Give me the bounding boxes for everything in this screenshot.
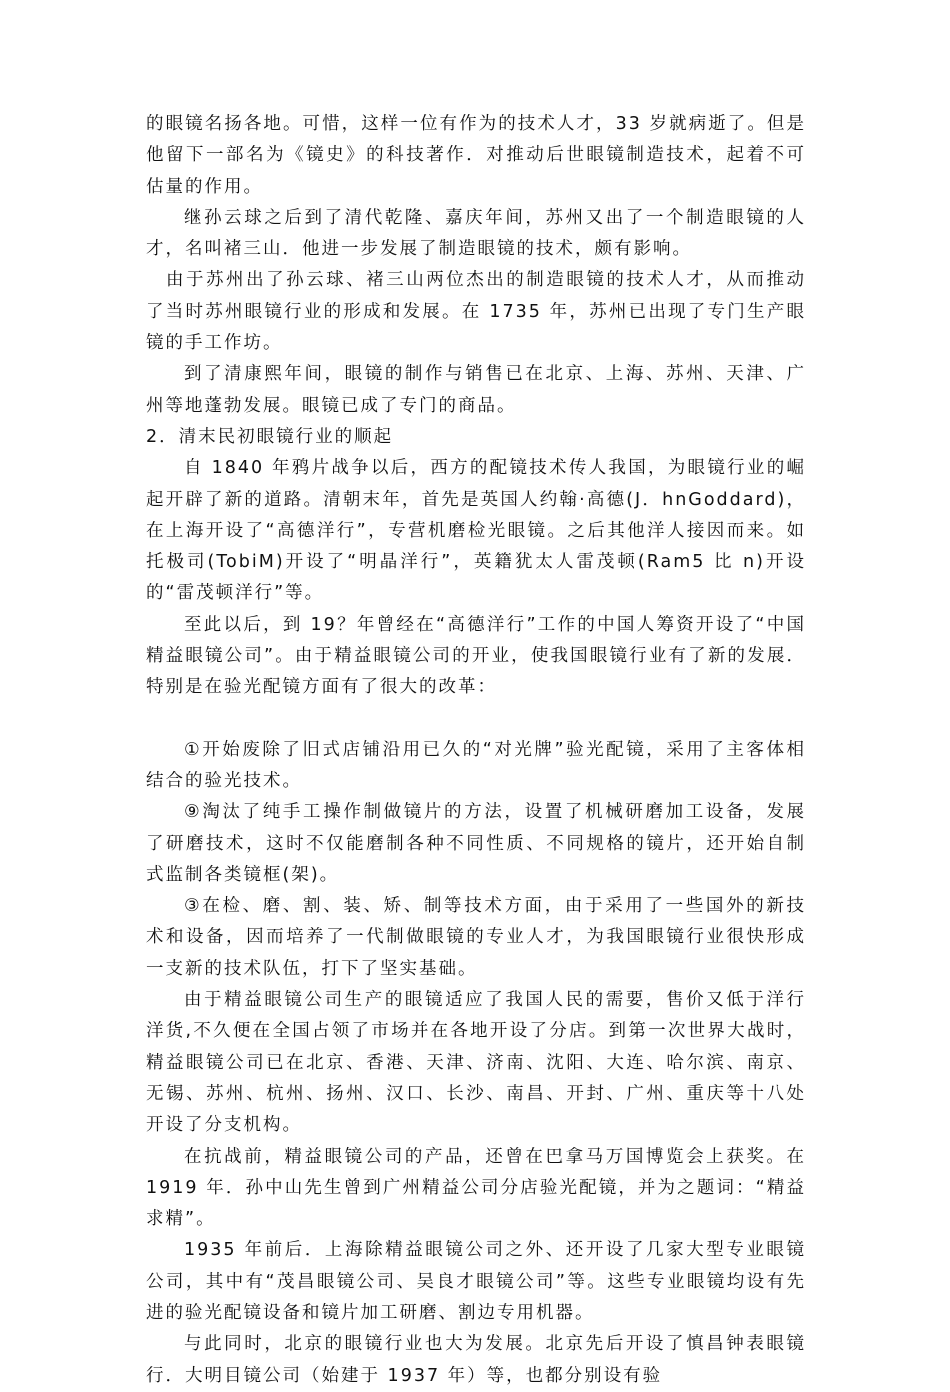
paragraph-jingyi-founding: 至此以后，到 19？年曾经在“高德洋行”工作的中国人筹资开设了“中国精益眼镜公司”。由于精益眼镜公司的开业，使我国眼镜行业有了新的发展．特别是在验光配镜方面有了很大的改革： bbox=[146, 614, 806, 698]
list-item-reform-2: ⑨淘汰了纯手工操作制做镜片的方法，设置了机械研磨加工设备，发展了研磨技术，这时不仅能磨制各种不同性质、不同规格的镜片，还开始自制式监制各类镜框(架)。 bbox=[146, 802, 806, 885]
paragraph-chu-sanshan: 继孙云球之后到了清代乾隆、嘉庆年间，苏州又出了一个制造眼镜的人才，名叫褚三山．他进一步发展了制造眼镜的技术，颇有影响。 bbox=[146, 207, 806, 260]
paragraph-kangxi: 到了清康熙年间，眼镜的制作与销售已在北京、上海、苏州、天津、广州等地蓬勃发展。眼镜已成了专门的商品。 bbox=[146, 364, 806, 416]
paragraph-beijing: 与此同时，北京的眼镜行业也大为发展。北京先后开设了慎昌钟表眼镜行．大明目镜公司（始建于 1937 年）等，也都分别设有验 bbox=[146, 1334, 806, 1386]
paragraph-1935: 1935 年前后．上海除精益眼镜公司之外、还开设了几家大型专业眼镜公司，其中有“茂昌眼镜公司、吴良才眼镜公司”等。这些专业眼镜均设有先进的验光配镜设备和镜片加工研磨、割边专用机器。 bbox=[146, 1240, 806, 1323]
blank-line bbox=[146, 704, 806, 735]
list-item-reform-1: ①开始废除了旧式店铺沿用已久的“对光牌”验光配镜，采用了主客体相结合的验光技术。 bbox=[146, 739, 806, 791]
paragraph-continued: 的眼镜名扬各地。可惜，这样一位有作为的技术人才，33 岁就病逝了。但是他留下一部名为《镜史》的科技著作．对推动后世眼镜制造技术，起着不可估量的作用。 bbox=[146, 114, 806, 197]
paragraph-suzhou-industry: 由于苏州出了孙云球、褚三山两位杰出的制造眼镜的技术人才，从而推动了当时苏州眼镜行业的形成和发展。在 1735 年，苏州已出现了专门生产眼镜的手工作坊。 bbox=[146, 270, 806, 354]
paragraph-opium-war: 自 1840 年鸦片战争以后，西方的配镜技术传人我国，为眼镜行业的崛起开辟了新的道路。清朝末年，首先是英国人约翰·高德(J．hnGoddard)，在上海开设了“高德洋行”，专营机磨检光眼镜。之后其他洋人接因而来。如托极司(TobiM)开设了“明晶洋行”，英籍犹太人雷茂顿(Ram5 比 n)开设的“雷茂顿洋行”等。 bbox=[146, 458, 806, 604]
list-item-reform-3: ③在检、磨、割、装、矫、制等技术方面，由于采用了一些国外的新技术和设备，因而培养了一代制做眼镜的专业人才，为我国眼镜行业很快形成一支新的技术队伍，打下了坚实基础。 bbox=[146, 896, 806, 979]
paragraph-award: 在抗战前，精益眼镜公司的产品，还曾在巴拿马万国博览会上获奖。在 1919 年．孙中山先生曾到广州精益公司分店验光配镜，并为之题词：“精益求精”。 bbox=[146, 1146, 806, 1230]
body-text bbox=[146, 109, 806, 1392]
paragraph-branches: 由于精益眼镜公司生产的眼镜适应了我国人民的需要，售价又低于洋行洋货,不久便在全国占领了市场并在各地开设了分店。到第一次世界大战时，精益眼镜公司已在北京、香港、天津、济南、沈阳、大连、哈尔滨、南京、无锡、苏州、杭州、扬州、汉口、长沙、南昌、开封、广州、重庆等十八处开设了分支机构。 bbox=[146, 990, 806, 1136]
section-heading: 2．清末民初眼镜行业的顺起 bbox=[146, 426, 394, 447]
